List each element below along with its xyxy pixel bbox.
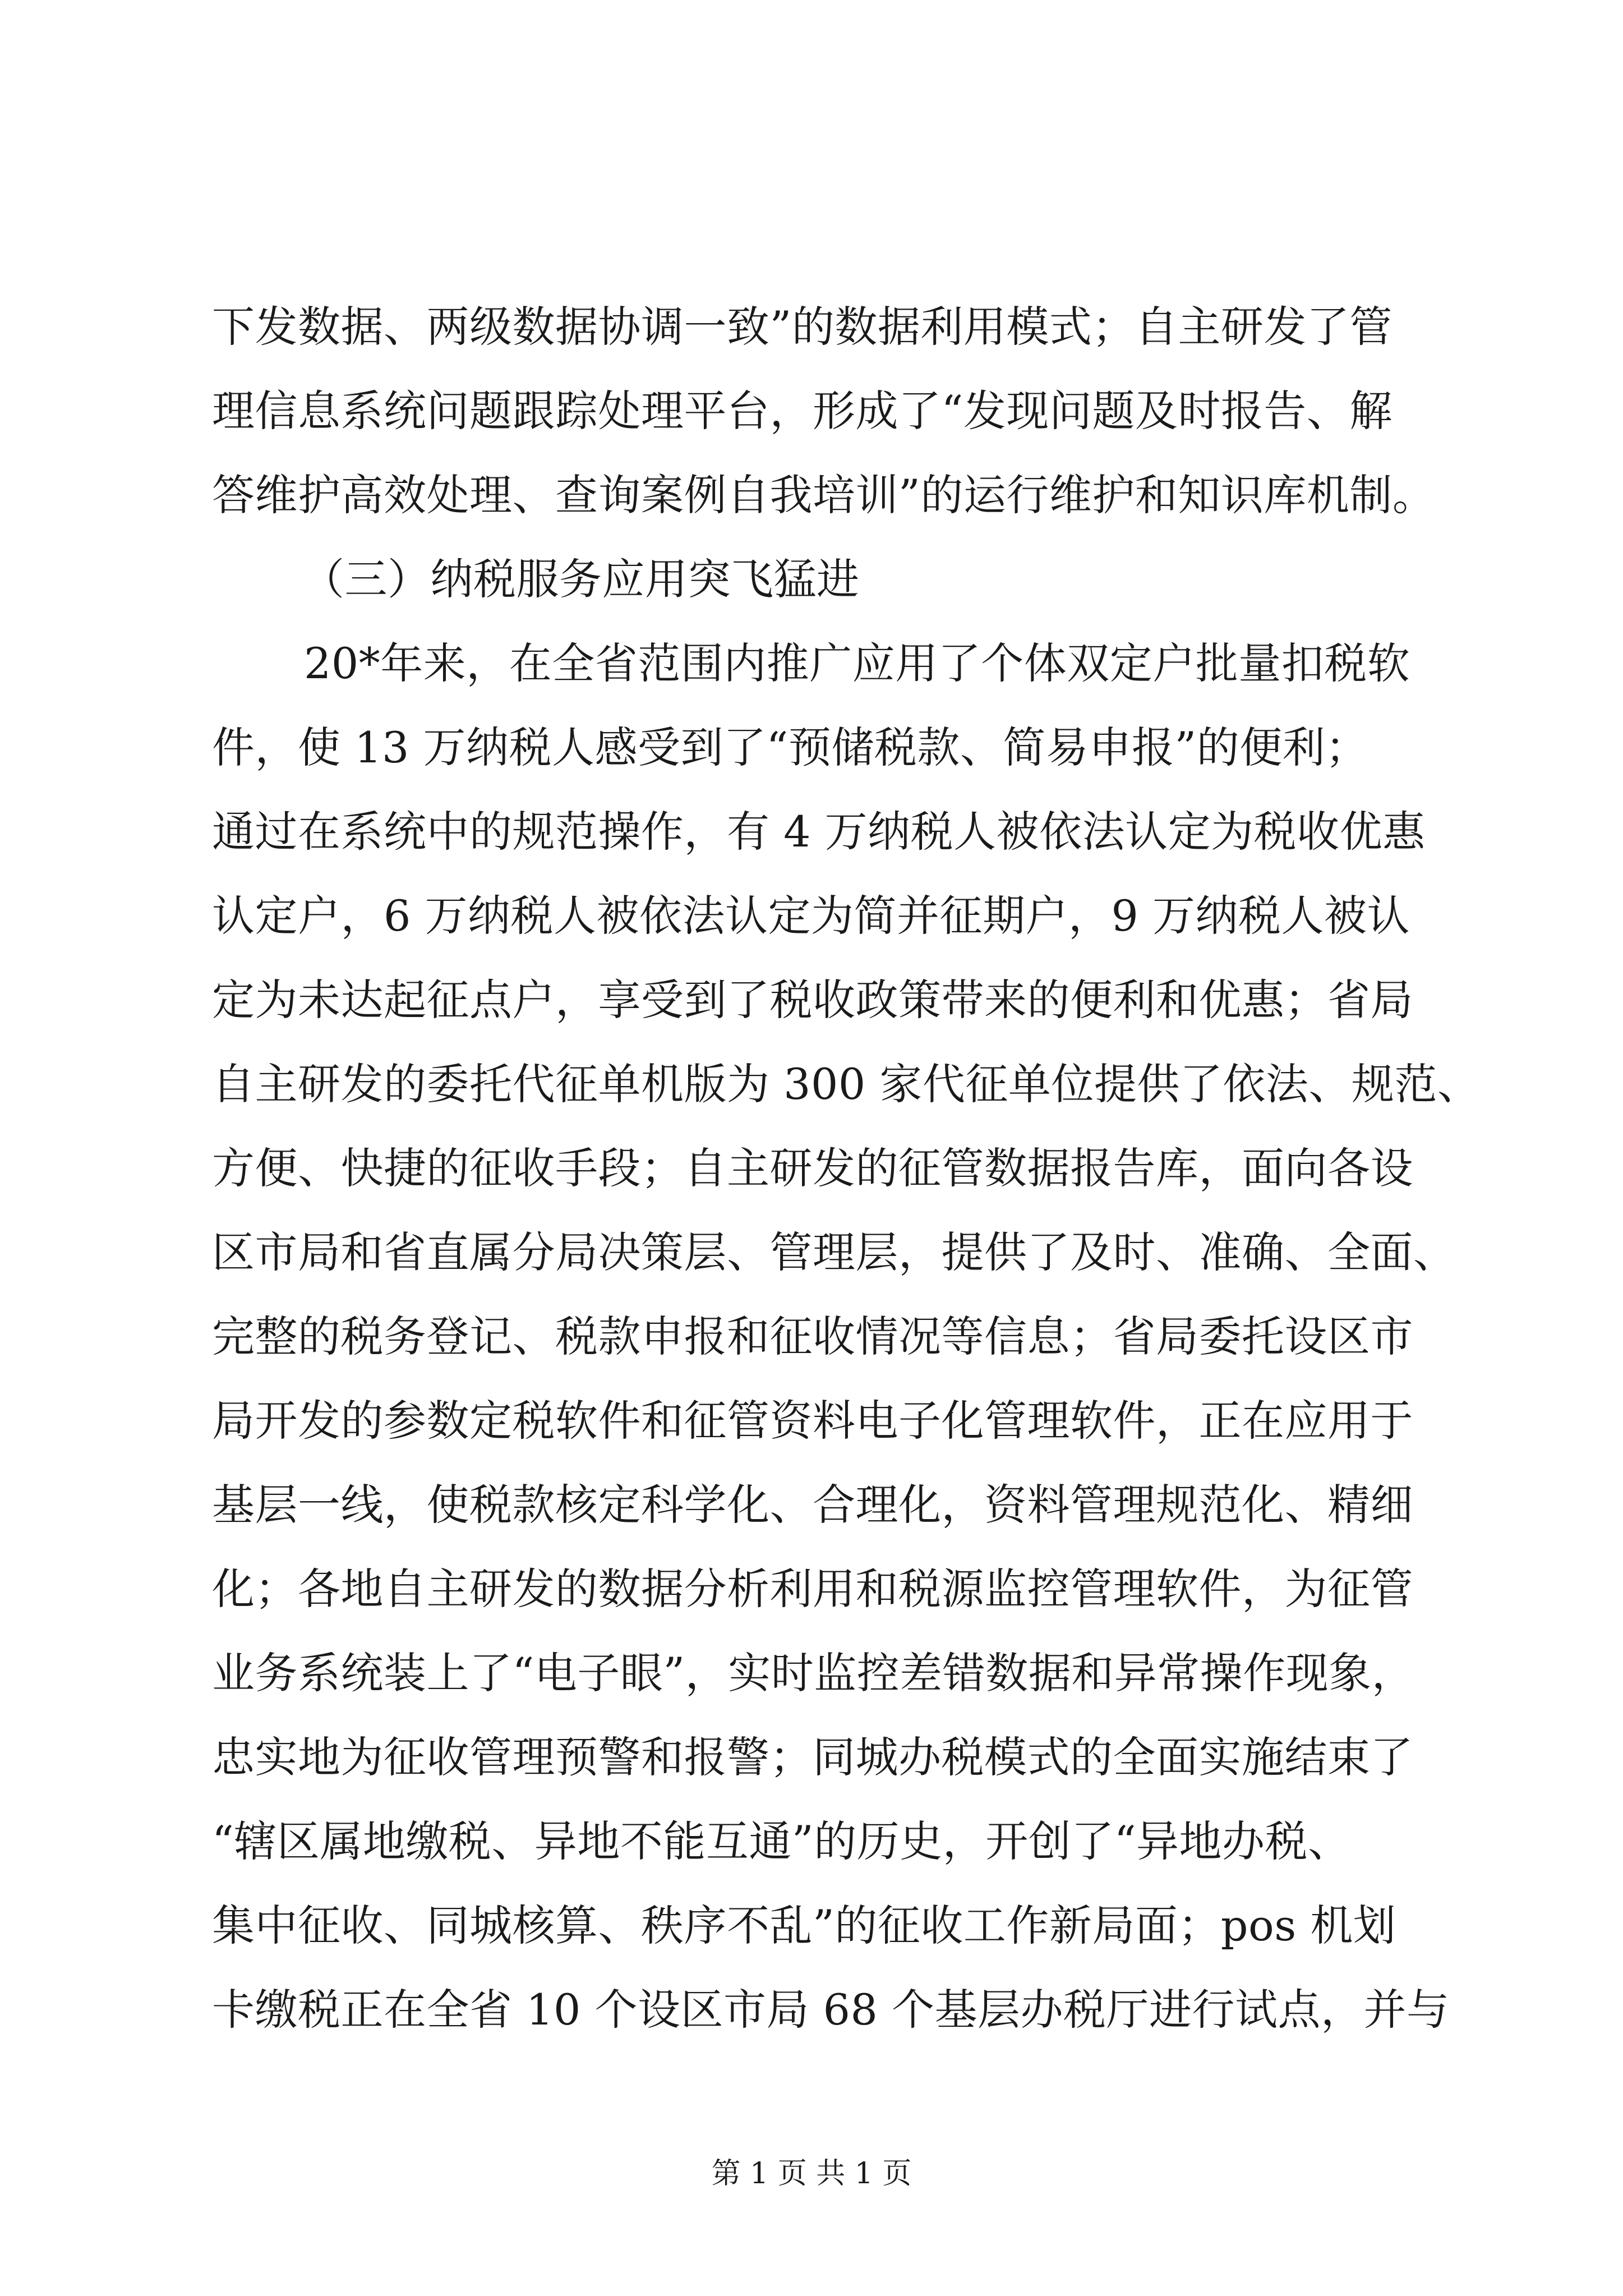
text-line: 件，使 13 万纳税人感受到了“预储税款、简易申报”的便利； <box>212 723 1368 772</box>
text-line: 通过在系统中的规范操作，有 4 万纳税人被依法认定为税收优惠 <box>212 807 1426 857</box>
text-line: “辖区属地缴税、异地不能互通”的历史，开创了“异地办税、 <box>212 1816 1351 1866</box>
text-line: 卡缴税正在全省 10 个设区市局 68 个基层办税厅进行试点，并与 <box>212 1985 1450 2035</box>
text-line: 基层一线，使税款核定科学化、合理化，资料管理规范化、精细 <box>212 1480 1413 1530</box>
page-footer: 第 1 页 共 1 页 <box>711 2157 912 2191</box>
text-line: 答维护高效处理、查询案例自我培训”的运行维护和知识库机制。 <box>212 470 1436 520</box>
text-line: 定为未达起征点户，享受到了税收政策带来的便利和优惠；省局 <box>212 975 1413 1025</box>
section-heading: （三）纳税服务应用突飞猛进 <box>302 554 860 604</box>
text-line: 局开发的参数定税软件和征管资料电子化管理软件，正在应用于 <box>212 1396 1413 1446</box>
text-line: 认定户，6 万纳税人被依法认定为简并征期户，9 万纳税人被认 <box>212 891 1410 941</box>
text-line: 集中征收、同城核算、秩序不乱”的征收工作新局面；pos 机划 <box>212 1901 1396 1950</box>
text-line: 忠实地为征收管理预警和报警；同城办税模式的全面实施结束了 <box>212 1732 1413 1782</box>
text-line: 下发数据、两级数据协调一致”的数据利用模式；自主研发了管 <box>212 302 1393 352</box>
text-line: 业务系统装上了“电子眼”，实时监控差错数据和异常操作现象， <box>212 1648 1415 1698</box>
text-line: 理信息系统问题跟踪处理平台，形成了“发现问题及时报告、解 <box>212 386 1393 436</box>
text-line: 完整的税务登记、税款申报和征收情况等信息；省局委托设区市 <box>212 1312 1413 1361</box>
text-line: 方便、快捷的征收手段；自主研发的征管数据报告库，面向各设 <box>212 1143 1413 1193</box>
text-line: 20*年来，在全省范围内推广应用了个体双定户批量扣税软 <box>304 638 1410 688</box>
text-line: 化；各地自主研发的数据分析利用和税源监控管理软件，为征管 <box>212 1564 1413 1614</box>
text-line: 区市局和省直属分局决策层、管理层，提供了及时、准确、全面、 <box>212 1227 1456 1277</box>
text-line: 自主研发的委托代征单机版为 300 家代征单位提供了依法、规范、 <box>212 1059 1481 1109</box>
